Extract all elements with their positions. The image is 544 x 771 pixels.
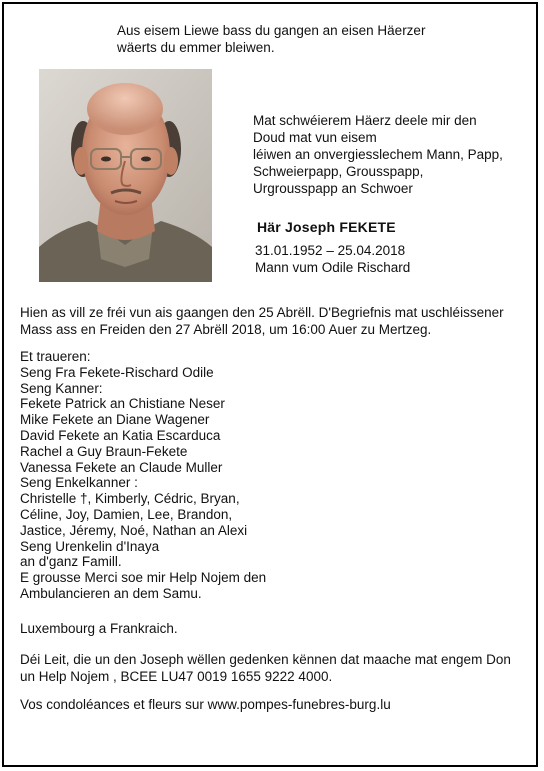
portrait-image — [39, 69, 212, 282]
announcement-text — [253, 112, 503, 197]
motto-text — [117, 22, 425, 56]
mourner-line: an d'ganz Famill. — [20, 554, 122, 570]
mourners-heading: Et traueren: — [20, 349, 91, 364]
announcement-line: Urgrousspapp an Schwoer — [253, 181, 413, 196]
mourners-list — [20, 349, 266, 602]
announcement-line: léiwen an onvergiesslechem Mann, Papp, — [253, 147, 503, 162]
location-line: Luxembourg a Frankraich. — [20, 621, 178, 636]
mourner-line: Mike Fekete an Diane Wagener — [20, 412, 210, 428]
mourner-line: Seng Fra Fekete-Rischard Odile — [20, 364, 214, 380]
motto-line: Aus eisem Liewe bass du gangen an eisen Häerzer — [117, 23, 426, 38]
mourner-line: Seng Urenkelin d'Inaya — [20, 538, 160, 554]
mourner-line: Vanessa Fekete an Claude Muller — [20, 459, 223, 475]
mourner-line: Céline, Joy, Damien, Lee, Brandon, — [20, 506, 233, 522]
donation-line: un Help Nojem , BCEE LU47 0019 1655 9222 4000. — [20, 669, 333, 684]
announcement-line: Schweierpapp, Grousspapp, — [253, 164, 424, 179]
life-dates: 31.01.1952 – 25.04.2018 — [255, 243, 406, 258]
donation-info — [20, 651, 511, 685]
motto-line: wäerts du emmer bleiwen. — [117, 40, 275, 55]
funeral-line: Hien as vill ze fréi vun ais gaangen den 25 Abrëll. D'Begriefnis mat uschléissener — [20, 305, 504, 320]
condolences-link: Vos condoléances et fleurs sur www.pompes-funebres-burg.lu — [20, 697, 391, 712]
mourners-subheading: Seng Enkelkanner : — [20, 475, 138, 491]
announcement-line: Doud mat vun eisem — [253, 130, 377, 145]
donation-line: Déi Leit, die un den Joseph wëllen gedenken kënnen dat maache mat engem Don — [20, 652, 511, 667]
funeral-info — [20, 304, 504, 338]
announcement-line: Mat schwéierem Häerz deele mir den — [253, 113, 477, 128]
mourner-line: Rachel a Guy Braun-Fekete — [20, 443, 188, 459]
mourner-line: Fekete Patrick an Chistiane Neser — [20, 396, 225, 412]
thanks-line: Ambulancieren an dem Samu. — [20, 585, 202, 601]
mourner-line: Jastice, Jéremy, Noé, Nathan an Alexi — [20, 522, 248, 538]
spouse-line: Mann vum Odile Rischard — [255, 260, 411, 275]
mourner-line: David Fekete an Katia Escarduca — [20, 427, 221, 443]
portrait-photo — [39, 69, 212, 282]
mourner-line: Christelle †, Kimberly, Cédric, Bryan, — [20, 491, 240, 507]
deceased-details — [255, 242, 410, 276]
mourners-subheading: Seng Kanner: — [20, 380, 103, 396]
deceased-name: Här Joseph FEKETE — [257, 219, 396, 235]
thanks-line: E grousse Merci soe mir Help Nojem den — [20, 570, 267, 586]
funeral-line: Mass ass en Freiden den 27 Abrëll 2018, um 16:00 Auer zu Mertzeg. — [20, 322, 432, 337]
